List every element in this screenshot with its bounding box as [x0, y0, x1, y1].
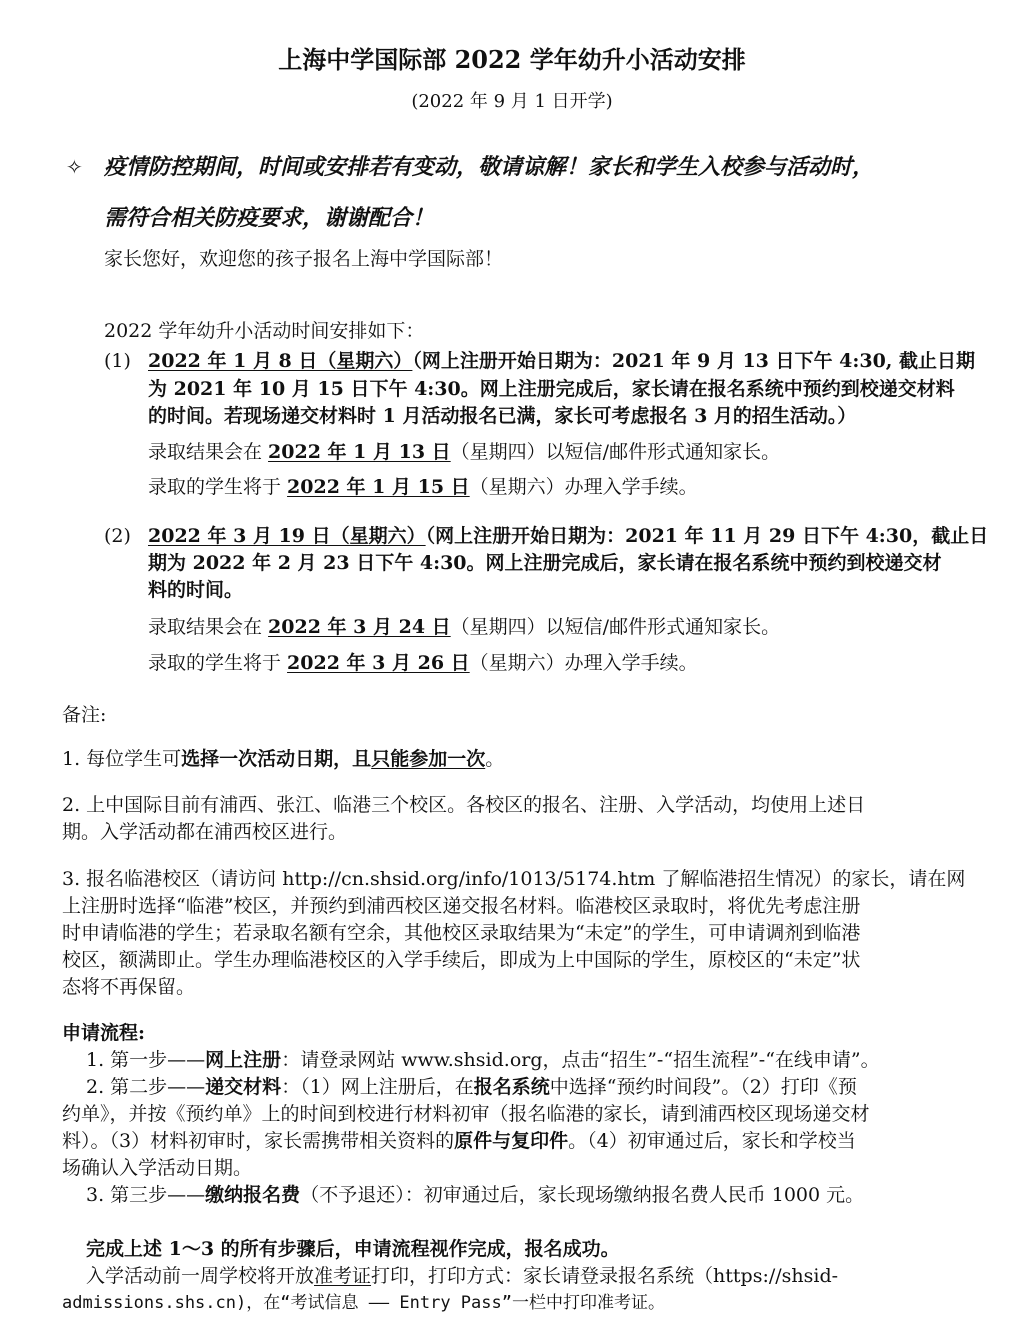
text: （星期四）以短信/邮件形式通知家长。	[450, 616, 781, 638]
event-line: 为 2021 年 10 月 15 日下午 4:30。网上注册完成后，家长请在报名系统中预约到校递交材料	[148, 378, 955, 400]
greeting: 家长您好，欢迎您的孩子报名上海中学国际部！	[104, 248, 504, 270]
text: 中选择“预约时间段”。（2）打印《预	[549, 1076, 857, 1098]
text: （不予退还）：初审通过后，家长现场缴纳报名费人民币 1000 元。	[300, 1184, 865, 1206]
text: ：请登录网站 www.shsid.org，点击“招生”-“招生流程”-“在线申请”。	[281, 1049, 880, 1071]
event-line	[148, 348, 975, 374]
result-date: 2022 年 1 月 13 日	[268, 441, 451, 463]
event-enroll-line	[148, 650, 698, 676]
admission-ticket-line	[86, 1263, 838, 1289]
text: 1. 每位学生可	[62, 748, 182, 770]
text: 只能参加一次	[371, 748, 486, 770]
process-step-3	[86, 1182, 864, 1208]
text: 1. 第一步——	[86, 1049, 206, 1071]
event-date: 2022 年 3 月 19 日（星期六）	[148, 525, 426, 547]
text: 。（4）初审通过后，家长和学校当	[568, 1130, 856, 1152]
text: （星期六）办理入学手续。	[469, 652, 698, 674]
process-step-2-line: 约单》，并按《预约单》上的时间到校进行材料初审（报名临港的家长，请到浦西校区现场递交材	[62, 1103, 870, 1125]
text: 录取结果会在	[148, 441, 269, 463]
note-3-line: 3. 报名临港校区（请访问 http://cn.shsid.org/info/1013/5174.htm 了解临港招生情况）的家长，请在网	[62, 868, 966, 890]
process-step-2	[86, 1074, 857, 1100]
text: 网上注册	[205, 1049, 282, 1071]
process-step-1	[86, 1047, 880, 1073]
text: 2. 第二步——	[86, 1076, 206, 1098]
text: 。	[485, 748, 505, 770]
process-step-2-line	[62, 1128, 856, 1154]
enroll-date: 2022 年 3 月 26 日	[287, 652, 470, 674]
event-result-line	[148, 439, 780, 465]
result-date: 2022 年 3 月 24 日	[268, 616, 451, 638]
text: 3. 第三步——	[86, 1184, 206, 1206]
event-line: 期为 2022 年 2 月 23 日下午 4:30。网上注册完成后，家长请在报名系统中预约到校递交材	[148, 552, 942, 574]
enroll-date: 2022 年 1 月 15 日	[287, 476, 470, 498]
process-heading: 申请流程:	[62, 1022, 146, 1044]
text: ：（1）网上注册后，在	[281, 1076, 474, 1098]
page-subtitle: (2022 年 9 月 1 日开学)	[411, 91, 613, 112]
event-line: 料的时间。	[148, 579, 244, 601]
notice-bullet-icon: ✧	[66, 155, 83, 179]
text: 打印，打印方式：家长请登录报名系统（https://shsid-	[371, 1265, 839, 1287]
text: 缴纳报名费	[205, 1184, 301, 1206]
text: 录取的学生将于	[148, 652, 288, 674]
notice-line-2: 需符合相关防疫要求，谢谢配合！	[104, 205, 435, 231]
event-number: (1)	[104, 350, 131, 372]
text: 录取的学生将于	[148, 476, 288, 498]
notice-line-1: 疫情防控期间，时间或安排若有变动，敬请谅解！家长和学生入校参与活动时，	[104, 154, 875, 180]
event-line	[148, 523, 988, 549]
event-enroll-line	[148, 474, 698, 500]
text: 原件与复印件	[454, 1130, 569, 1152]
text: 录取结果会在	[148, 616, 269, 638]
event-registration-text: （网上注册开始日期为：2021 年 9 月 13 日下午 4:30, 截止日期	[412, 350, 976, 372]
event-result-line	[148, 614, 780, 640]
process-step-2-line: 场确认入学活动日期。	[62, 1157, 253, 1179]
text: 选择一次活动日期，且	[181, 748, 372, 770]
note-2-line: 2. 上中国际目前有浦西、张江、临港三个校区。各校区的报名、注册、入学活动，均使用上述日	[62, 794, 866, 816]
text: 料）。（3）材料初审时，家长需携带相关资料的	[62, 1130, 455, 1152]
note-2-line: 期。入学活动都在浦西校区进行。	[62, 821, 348, 843]
text: （星期四）以短信/邮件形式通知家长。	[450, 441, 781, 463]
text: 入学活动前一周学校将开放	[86, 1265, 315, 1287]
note-3-line: 校区，额满即止。学生办理临港校区的入学手续后，即成为上中国际的学生，原校区的“未定”状	[62, 949, 861, 971]
note-1	[62, 746, 504, 772]
text: 报名系统	[473, 1076, 550, 1098]
admission-ticket-line-2: admissions.shs.cn)，在“考试信息 —— Entry Pass”一栏中打印准考证。	[62, 1293, 665, 1313]
event-date: 2022 年 1 月 8 日（星期六）	[148, 350, 413, 372]
event-number: (2)	[104, 525, 131, 547]
note-3-line: 上注册时选择“临港”校区，并预约到浦西校区递交报名材料。临港校区录取时，将优先考虑注册	[62, 895, 861, 917]
notes-heading: 备注:	[62, 704, 107, 726]
event-registration-text: （网上注册开始日期为：2021 年 11 月 29 日下午 4:30，截止日	[425, 525, 989, 547]
completion-statement: 完成上述 1～3 的所有步骤后，申请流程视作完成，报名成功。	[86, 1238, 620, 1260]
text: 递交材料	[205, 1076, 282, 1098]
schedule-intro: 2022 学年幼升小活动时间安排如下：	[104, 320, 425, 342]
page-title: 上海中学国际部 2022 学年幼升小活动安排	[278, 45, 746, 74]
note-3-line: 态将不再保留。	[62, 976, 196, 998]
text: 准考证	[314, 1265, 372, 1287]
note-3-line: 时申请临港的学生；若录取名额有空余，其他校区录取结果为“未定”的学生，可申请调剂到临港	[62, 922, 861, 944]
text: （星期六）办理入学手续。	[469, 476, 698, 498]
event-line: 的时间。若现场递交材料时 1 月活动报名已满，家长可考虑报名 3 月的招生活动。）	[148, 405, 857, 427]
